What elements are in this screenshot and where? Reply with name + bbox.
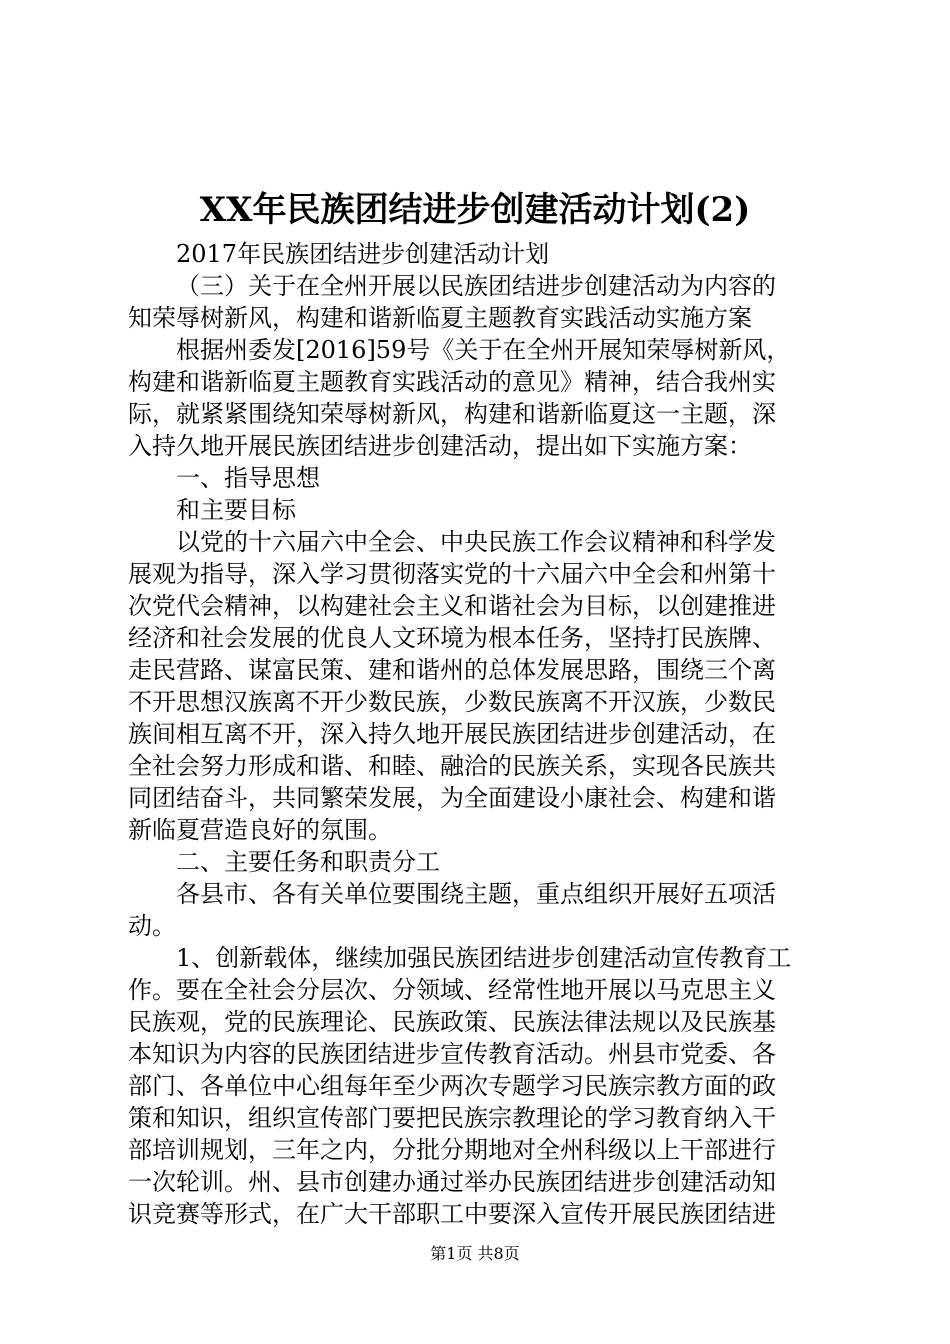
body-line: 全社会努力形成和谐、和睦、融洽的民族关系，实现各民族共 [128, 752, 776, 780]
body-line: 1、创新载体，继续加强民族团结进步创建活动宣传教育工 [176, 944, 792, 972]
body-line: 际，就紧紧围绕知荣辱树新风，构建和谐新临夏这一主题，深 [128, 400, 776, 428]
page-footer: 第1页 共8页 [430, 1244, 520, 1263]
body-line: 根据州委发[2016]59号《关于在全州开展知荣辱树新风， [176, 336, 791, 364]
body-line: 走民营路、谋富民策、建和谐州的总体发展思路，围绕三个离 [128, 656, 776, 684]
body-line: 部门、各单位中心组每年至少两次专题学习民族宗教方面的政 [128, 1072, 776, 1100]
document-title: XX年民族团结进步创建活动计划(2) [199, 190, 751, 230]
body-line: 部培训规划，三年之内，分批分期地对全州科级以上干部进行 [128, 1136, 776, 1164]
body-line: 二、主要任务和职责分工 [176, 848, 440, 876]
document-body [128, 238, 832, 1230]
body-line: 民族观，党的民族理论、民族政策、民族法律法规以及民族基 [128, 1008, 776, 1036]
body-line: 各县市、各有关单位要围绕主题，重点组织开展好五项活 [176, 880, 776, 908]
body-line: 识竞赛等形式，在广大干部职工中要深入宣传开展民族团结进 [128, 1200, 776, 1228]
body-line: 一、指导思想 [176, 464, 320, 492]
body-line: 次党代会精神，以构建社会主义和谐社会为目标，以创建推进 [128, 592, 776, 620]
body-line: 本知识为内容的民族团结进步宣传教育活动。州县市党委、各 [128, 1040, 776, 1068]
body-line: 展观为指导，深入学习贯彻落实党的十六届六中全会和州第十 [128, 560, 776, 588]
body-line: 一次轮训。州、县市创建办通过举办民族团结进步创建活动知 [128, 1168, 776, 1196]
body-line: 以党的十六届六中全会、中央民族工作会议精神和科学发 [176, 528, 776, 556]
body-line: 知荣辱树新风，构建和谐新临夏主题教育实践活动实施方案 [128, 304, 752, 332]
body-line: 构建和谐新临夏主题教育实践活动的意见》精神，结合我州实 [128, 368, 776, 396]
body-line: 动。 [128, 912, 176, 940]
body-line: 经济和社会发展的优良人文环境为根本任务，坚持打民族牌、 [128, 624, 776, 652]
body-line: 2017年民族团结进步创建活动计划 [176, 240, 550, 268]
body-line: 新临夏营造良好的氛围。 [128, 816, 392, 844]
body-line: （三）关于在全州开展以民族团结进步创建活动为内容的 [176, 272, 776, 300]
body-line: 入持久地开展民族团结进步创建活动，提出如下实施方案： [128, 432, 752, 460]
body-line: 和主要目标 [176, 496, 296, 524]
body-line: 作。要在全社会分层次、分领域、经常性地开展以马克思主义 [128, 976, 776, 1004]
body-line: 同团结奋斗，共同繁荣发展，为全面建设小康社会、构建和谐 [128, 784, 776, 812]
body-line: 不开思想汉族离不开少数民族，少数民族离不开汉族，少数民 [128, 688, 776, 716]
body-line: 策和知识，组织宣传部门要把民族宗教理论的学习教育纳入干 [128, 1104, 776, 1132]
body-line: 族间相互离不开，深入持久地开展民族团结进步创建活动，在 [128, 720, 776, 748]
